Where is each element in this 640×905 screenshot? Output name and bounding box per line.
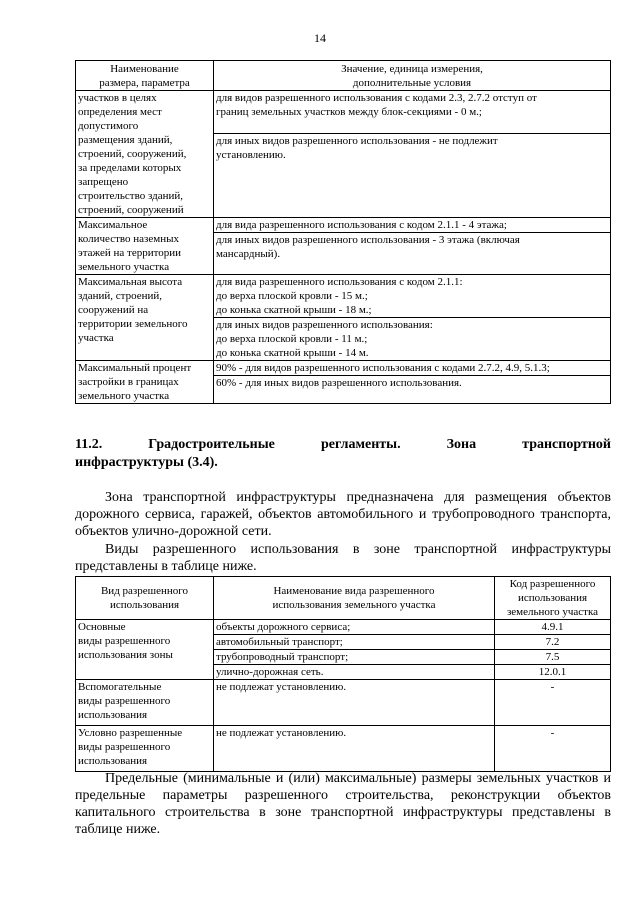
use-type-cell <box>76 620 214 680</box>
paragraph-text: Зона транспортной инфраструктуры предназначена для размещения объектов дорожного сервиса, гаражей, объектов автомобильного и трубопроводного транспорта, объектов улично-дорожной сети. <box>75 490 611 539</box>
param-name-line: определения мест <box>78 106 162 118</box>
param-name-line: застройки в границах <box>78 376 179 388</box>
param-value-line: для вида разрешенного использования с кодом 2.1.1 - 4 этажа; <box>216 219 507 231</box>
param-name-cell <box>76 361 214 404</box>
header-text: использования <box>109 599 180 611</box>
use-name: трубопроводный транспорт; <box>214 650 494 665</box>
param-name-line: запрещено <box>78 176 129 188</box>
use-type-line: Основные <box>78 621 126 633</box>
use-type-line: Условно разрешенные <box>78 727 183 739</box>
param-name-line: этажей на территории <box>78 247 182 259</box>
header-text: размера, параметра <box>99 77 190 89</box>
section-word: регламенты. <box>320 437 401 452</box>
param-value-block <box>214 275 610 318</box>
param-value-block <box>214 361 610 376</box>
param-name-line: Максимальная высота <box>78 276 183 288</box>
use-type-line: виды разрешенного <box>78 741 171 753</box>
paragraph <box>75 489 611 540</box>
header-text: Вид разрешенного <box>100 585 189 597</box>
param-name-line: сооружений на <box>78 304 149 316</box>
use-code: - <box>550 727 555 739</box>
table-row <box>76 218 611 275</box>
param-name-line: размещения зданий, <box>78 134 173 146</box>
use-code: 7.5 <box>495 650 610 665</box>
param-name-line: за пределами которых <box>78 162 182 174</box>
param-value-block <box>214 91 610 134</box>
header-text: использования земельного участка <box>272 599 436 611</box>
header-cell-type <box>76 577 214 620</box>
use-code: 4.9.1 <box>495 620 610 635</box>
param-value-line: до конька скатной крыши - 14 м. <box>216 347 369 359</box>
section-word: транспортной <box>522 437 611 452</box>
param-value-line: мансардный). <box>216 248 281 260</box>
param-name-line: строений, сооружений, <box>78 148 187 160</box>
paragraph-text: Предельные (минимальные и (или) максимальные) размеры земельных участков и предельные параметры разрешенного строительства, реконструкции объектов капитального строительства в зоне транспортной инфраструктуры представлены в таблице ниже. <box>75 771 611 837</box>
header-text: Наименование <box>110 63 179 75</box>
param-value-block <box>214 218 610 233</box>
use-type-cell <box>76 680 214 726</box>
use-type-line: использования <box>78 709 148 721</box>
param-value-block <box>214 134 610 162</box>
param-value-line: до конька скатной крыши - 18 м.; <box>216 304 372 316</box>
section-number: 11.2. <box>75 437 103 452</box>
param-name-line: участков в целях <box>78 92 157 104</box>
param-name-line: строительство зданий, <box>78 190 183 202</box>
use-name: объекты дорожного сервиса; <box>214 620 494 635</box>
param-name-line: земельного участка <box>78 261 170 273</box>
use-type-cell <box>76 726 214 772</box>
param-name-line: Максимальный процент <box>78 362 192 374</box>
param-value-cell <box>214 91 611 218</box>
table-row <box>76 620 611 680</box>
param-name-line: количество наземных <box>78 233 179 245</box>
param-value-cell <box>214 275 611 361</box>
header-text: Код разрешенного <box>509 578 596 590</box>
use-type-line: использования зоны <box>78 649 173 661</box>
header-text: использования <box>517 592 588 604</box>
header-text: дополнительные условия <box>352 77 472 89</box>
use-code-cell <box>495 680 611 726</box>
table-header-row <box>76 577 611 620</box>
table-row <box>76 726 611 772</box>
param-name-line: строений, сооружений <box>78 204 184 216</box>
header-cell-name <box>214 577 495 620</box>
use-code: - <box>550 681 555 693</box>
use-code-cell <box>495 620 611 680</box>
header-text: Значение, единица измерения, <box>341 63 483 75</box>
table-row <box>76 361 611 404</box>
paragraph <box>75 770 611 838</box>
use-name: автомобильный транспорт; <box>214 635 494 650</box>
table-row <box>76 680 611 726</box>
table-row <box>76 91 611 218</box>
param-name-line: участка <box>78 332 114 344</box>
use-type-line: Вспомогательные <box>78 681 162 693</box>
use-code-cell <box>495 726 611 772</box>
param-value-cell <box>214 218 611 275</box>
parameters-table <box>75 60 611 404</box>
page-number: 14 <box>314 31 326 45</box>
param-value-block <box>214 233 610 261</box>
section-heading-line <box>75 436 611 454</box>
use-code: 12.0.1 <box>538 666 567 678</box>
permitted-uses-table <box>75 576 611 772</box>
param-value-line: для иных видов разрешенного использования: <box>216 319 433 331</box>
table-row <box>76 275 611 361</box>
param-name-line: земельного участка <box>78 390 170 402</box>
use-name: улично-дорожная сеть. <box>216 666 324 678</box>
param-name-line: Максимальное <box>78 219 148 231</box>
header-text: Наименование вида разрешенного <box>273 585 435 597</box>
param-value-line: для иных видов разрешенного использования - не подлежит <box>216 135 498 147</box>
param-name-line: зданий, строений, <box>78 290 163 302</box>
section-word: Зона <box>446 437 477 452</box>
param-name-cell <box>76 275 214 361</box>
header-text: земельного участка <box>506 606 599 618</box>
section-word: Градостроительные <box>148 437 275 452</box>
param-name-cell <box>76 91 214 218</box>
param-value-line: для вида разрешенного использования с кодом 2.1.1: <box>216 276 463 288</box>
use-name-cell <box>214 620 495 680</box>
param-value-line: 90% - для видов разрешенного использования с кодами 2.7.2, 4.9, 5.1.3; <box>216 362 550 374</box>
param-value-line: для видов разрешенного использования с кодами 2.3, 2.7.2 отступ от <box>216 92 537 104</box>
use-type-line: использования <box>78 755 148 767</box>
header-cell-value <box>214 61 611 91</box>
param-name-line: допустимого <box>78 120 139 132</box>
section-heading <box>75 436 611 472</box>
param-value-line: 60% - для иных видов разрешенного использования. <box>216 377 462 389</box>
paragraph-text: Виды разрешенного использования в зоне транспортной инфраструктуры представлены в таблице ниже. <box>75 542 611 574</box>
paragraph <box>75 541 611 575</box>
param-value-line: до верха плоской кровли - 15 м.; <box>216 290 368 302</box>
use-type-line: виды разрешенного <box>78 695 171 707</box>
param-name-line: территории земельного <box>78 318 188 330</box>
header-cell-code <box>495 577 611 620</box>
param-value-block <box>214 318 610 360</box>
param-value-block <box>214 376 610 390</box>
param-value-line: установлению. <box>216 149 286 161</box>
param-value-line: границ земельных участков между блок-секциями - 0 м.; <box>216 106 482 118</box>
use-type-line: виды разрешенного <box>78 635 171 647</box>
use-name: не подлежат установлению. <box>216 681 347 693</box>
use-name-cell <box>214 680 495 726</box>
param-value-line: для иных видов разрешенного использования - 3 этажа (включая <box>216 234 520 246</box>
use-name: не подлежат установлению. <box>216 727 347 739</box>
use-name-cell <box>214 726 495 772</box>
header-cell-name <box>76 61 214 91</box>
table-header-row <box>76 61 611 91</box>
section-heading-line: инфраструктуры (3.4). <box>75 455 218 470</box>
param-value-line: до верха плоской кровли - 11 м.; <box>216 333 368 345</box>
param-value-cell <box>214 361 611 404</box>
param-name-cell <box>76 218 214 275</box>
use-code: 7.2 <box>495 635 610 650</box>
